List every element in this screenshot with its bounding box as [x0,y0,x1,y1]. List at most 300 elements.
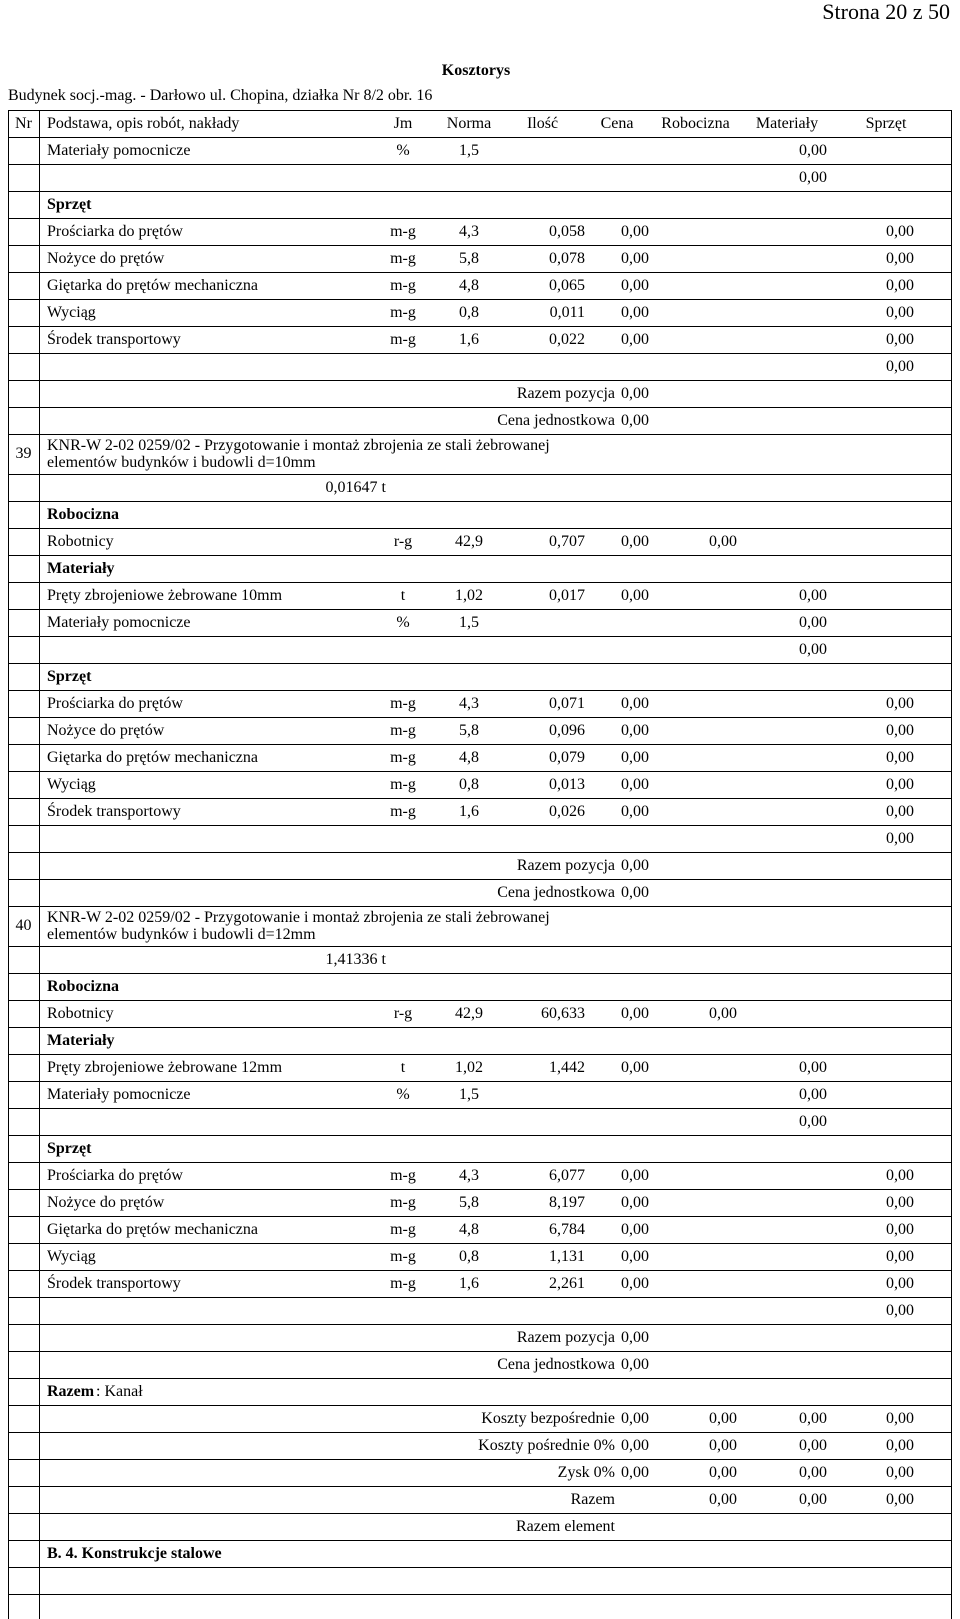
row-divider [8,1486,952,1487]
table-row [8,663,952,690]
table-row [8,582,952,609]
unit-cell: m-g [390,803,416,820]
table-row [8,744,952,771]
section-heading: Sprzęt [47,668,92,685]
row-divider [8,1405,952,1406]
norma-cell: 0,8 [459,776,479,793]
position-description: elementów budynków i budowli d=10mm [47,454,316,471]
equipment-cost-cell: 0,00 [886,722,914,739]
equipment-cost-cell: 0,00 [886,776,914,793]
position-row [8,434,952,474]
section-heading: Robocizna [47,506,119,523]
norma-cell: 4,8 [459,1221,479,1238]
table-row [8,1081,952,1108]
item-description: Prościarka do prętów [47,223,183,240]
price-cell: 0,00 [621,857,649,874]
table-row [8,1108,952,1135]
price-cell: 0,00 [621,776,649,793]
quantity-cell: 0,096 [549,722,585,739]
norma-cell: 4,8 [459,749,479,766]
row-divider [8,191,952,192]
norma-cell: 1,5 [459,614,479,631]
quantity-cell: 0,026 [549,803,585,820]
item-description: Nożyce do prętów [47,1194,165,1211]
section-heading: B. 4. Konstrukcje stalowe [47,1545,222,1562]
section-heading: Materiały [47,560,115,577]
item-description: Prościarka do prętów [47,1167,183,1184]
equipment-cost-cell: 0,00 [886,749,914,766]
summary-label: Cena jednostkowa [497,412,615,429]
norma-cell: 42,9 [455,533,483,550]
row-divider [8,326,952,327]
unit-cell: m-g [390,776,416,793]
row-divider [8,1027,952,1028]
position-description: KNR-W 2-02 0259/02 - Przygotowanie i montaż zbrojenia ze stali żebrowanej [47,909,550,926]
row-divider [8,407,952,408]
unit-cell: m-g [390,1221,416,1238]
price-cell: 0,00 [621,1248,649,1265]
row-divider [8,1108,952,1109]
unit-cell: m-g [390,250,416,267]
price-cell: 0,00 [621,412,649,429]
table-row [8,825,952,852]
table-row [8,528,952,555]
table-row [8,798,952,825]
table-row [8,1378,952,1405]
labor-cost-cell: 0,00 [709,1491,737,1508]
unit-cell: m-g [390,223,416,240]
equipment-cost-cell: 0,00 [886,1302,914,1319]
norma-cell: 4,3 [459,223,479,240]
price-cell: 0,00 [621,1329,649,1346]
quantity-cell: 0,078 [549,250,585,267]
material-cost-cell: 0,00 [799,1437,827,1454]
row-divider [8,973,952,974]
equipment-cost-cell: 0,00 [886,1221,914,1238]
page-number: Strona 20 z 50 [822,0,950,24]
material-cost-cell: 0,00 [799,587,827,604]
quantity-cell: 6,784 [549,1221,585,1238]
labor-cost-cell: 0,00 [709,1410,737,1427]
section-heading: Sprzęt [47,196,92,213]
row-divider [8,1324,952,1325]
table-row [8,299,952,326]
summary-heading-name: : Kanał [96,1383,143,1400]
quantity-cell: 0,707 [549,533,585,550]
price-cell: 0,00 [621,1059,649,1076]
table-row [8,380,952,407]
document-subtitle: Budynek socj.-mag. - Darłowo ul. Chopina, działka Nr 8/2 obr. 16 [8,87,433,104]
table-row [8,1000,952,1027]
price-cell: 0,00 [621,722,649,739]
item-description: Giętarka do prętów mechaniczna [47,277,259,294]
labor-cost-cell: 0,00 [709,533,737,550]
quantity-cell: 0,058 [549,223,585,240]
item-description: Materiały pomocnicze [47,1086,191,1103]
row-divider [8,1540,952,1541]
header-podstawa: Podstawa, opis robót, nakłady [47,115,240,132]
row-divider [8,501,952,502]
equipment-cost-cell: 0,00 [886,304,914,321]
row-divider [8,717,952,718]
table-row [8,272,952,299]
equipment-cost-cell: 0,00 [886,331,914,348]
row-divider [8,137,952,138]
item-description: Robotnicy [47,1005,114,1022]
unit-cell: m-g [390,749,416,766]
item-description: Materiały pomocnicze [47,142,191,159]
item-description: Środek transportowy [47,331,181,348]
table-row [8,771,952,798]
norma-cell: 5,8 [459,250,479,267]
header-nr: Nr [15,115,32,132]
price-cell: 0,00 [621,331,649,348]
row-divider [8,852,952,853]
row-divider [8,946,952,947]
norma-cell: 0,8 [459,304,479,321]
quantity-cell: 60,633 [541,1005,585,1022]
item-description: Wyciąg [47,776,96,793]
price-cell: 0,00 [621,1167,649,1184]
labor-cost-cell: 0,00 [709,1464,737,1481]
row-divider [8,555,952,556]
table-row [8,636,952,663]
unit-cell: m-g [390,722,416,739]
table-row [8,1405,952,1432]
item-description: Prościarka do prętów [47,695,183,712]
price-cell: 0,00 [621,1356,649,1373]
unit-cell: m-g [390,304,416,321]
norma-cell: 1,6 [459,1275,479,1292]
price-cell: 0,00 [621,803,649,820]
equipment-cost-cell: 0,00 [886,1167,914,1184]
row-divider [8,1567,952,1568]
table-row [8,501,952,528]
price-cell: 0,00 [621,695,649,712]
table-row [8,1540,952,1567]
position-quantity: 1,41336 t [325,951,386,968]
summary-label: Razem element [515,1518,615,1535]
row-divider [8,1432,952,1433]
price-cell: 0,00 [621,1464,649,1481]
column-divider [8,110,9,1619]
summary-label: Cena jednostkowa [497,1356,615,1373]
row-divider [8,1081,952,1082]
equipment-cost-cell: 0,00 [886,223,914,240]
table-row [8,137,952,164]
summary-label: Razem pozycja [516,385,615,402]
row-divider [8,1000,952,1001]
material-cost-cell: 0,00 [799,1086,827,1103]
quantity-cell: 0,065 [549,277,585,294]
material-cost-cell: 0,00 [799,1113,827,1130]
norma-cell: 4,3 [459,1167,479,1184]
row-divider [8,879,952,880]
row-divider [8,1162,952,1163]
position-description: KNR-W 2-02 0259/02 - Przygotowanie i montaż zbrojenia ze stali żebrowanej [47,437,550,454]
unit-cell: r-g [393,1005,413,1022]
header-jm: Jm [393,115,413,132]
row-divider [8,380,952,381]
unit-cell: m-g [390,1248,416,1265]
row-divider [8,218,952,219]
equipment-cost-cell: 0,00 [886,1410,914,1427]
position-row [8,906,952,946]
price-cell: 0,00 [621,223,649,240]
position-quantity: 0,01647 t [325,479,386,496]
row-divider [8,110,952,111]
price-cell: 0,00 [621,1005,649,1022]
item-description: Robotnicy [47,533,114,550]
quantity-cell: 8,197 [549,1194,585,1211]
price-cell: 0,00 [621,1275,649,1292]
table-row [8,1270,952,1297]
row-divider [8,528,952,529]
column-divider [39,110,40,1619]
norma-cell: 1,5 [459,142,479,159]
row-divider [8,771,952,772]
table-row [8,1135,952,1162]
table-row [8,946,952,973]
table-row [8,555,952,582]
quantity-cell: 0,013 [549,776,585,793]
equipment-cost-cell: 0,00 [886,358,914,375]
material-cost-cell: 0,00 [799,1491,827,1508]
row-divider [8,1243,952,1244]
item-description: Materiały pomocnicze [47,614,191,631]
row-divider [8,582,952,583]
row-divider [8,164,952,165]
norma-cell: 1,6 [459,331,479,348]
labor-cost-cell: 0,00 [709,1005,737,1022]
table-row [8,326,952,353]
row-divider [8,353,952,354]
norma-cell: 1,02 [455,1059,483,1076]
quantity-cell: 6,077 [549,1167,585,1184]
item-description: Wyciąg [47,1248,96,1265]
material-cost-cell: 0,00 [799,1464,827,1481]
price-cell: 0,00 [621,1194,649,1211]
norma-cell: 1,6 [459,803,479,820]
material-cost-cell: 0,00 [799,169,827,186]
section-heading: Robocizna [47,978,119,995]
price-cell: 0,00 [621,304,649,321]
material-cost-cell: 0,00 [799,1410,827,1427]
summary-label: Razem pozycja [516,857,615,874]
unit-cell: m-g [390,1194,416,1211]
table-row [8,1054,952,1081]
table-row [8,690,952,717]
unit-cell: % [396,1086,410,1103]
quantity-cell: 2,261 [549,1275,585,1292]
header-norma: Norma [446,115,492,132]
row-divider [8,1378,952,1379]
row-divider [8,434,952,435]
table-row [8,218,952,245]
row-divider [8,906,952,907]
equipment-cost-cell: 0,00 [886,277,914,294]
row-divider [8,690,952,691]
quantity-cell: 1,442 [549,1059,585,1076]
equipment-cost-cell: 0,00 [886,250,914,267]
row-divider [8,1135,952,1136]
norma-cell: 5,8 [459,722,479,739]
unit-cell: m-g [390,1167,416,1184]
summary-label: Razem [570,1491,615,1508]
price-cell: 0,00 [621,1437,649,1454]
equipment-cost-cell: 0,00 [886,1491,914,1508]
item-description: Środek transportowy [47,1275,181,1292]
row-divider [8,825,952,826]
table-row [8,1243,952,1270]
row-divider [8,1513,952,1514]
quantity-cell: 0,022 [549,331,585,348]
table-row [8,245,952,272]
quantity-cell: 0,011 [549,304,585,321]
position-number: 39 [15,445,32,462]
equipment-cost-cell: 0,00 [886,830,914,847]
equipment-cost-cell: 0,00 [886,803,914,820]
quantity-cell: 0,079 [549,749,585,766]
item-description: Nożyce do prętów [47,250,165,267]
item-description: Nożyce do prętów [47,722,165,739]
norma-cell: 42,9 [455,1005,483,1022]
row-divider [8,636,952,637]
price-cell: 0,00 [621,884,649,901]
table-row [8,1324,952,1351]
table-row [8,879,952,906]
material-cost-cell: 0,00 [799,142,827,159]
row-divider [8,474,952,475]
summary-label: Koszty bezpośrednie [481,1410,615,1427]
price-cell: 0,00 [621,1221,649,1238]
equipment-cost-cell: 0,00 [886,1275,914,1292]
header-ilosc: Ilość [526,115,559,132]
price-cell: 0,00 [621,277,649,294]
table-row [8,1351,952,1378]
unit-cell: t [400,587,406,604]
row-divider [8,299,952,300]
price-cell: 0,00 [621,385,649,402]
section-heading: Materiały [47,1032,115,1049]
row-divider [8,798,952,799]
norma-cell: 4,8 [459,277,479,294]
price-cell: 0,00 [621,587,649,604]
position-number: 40 [15,917,32,934]
row-divider [8,1459,952,1460]
table-row [8,1486,952,1513]
table-row [8,1297,952,1324]
summary-label: Zysk 0% [557,1464,615,1481]
cost-estimate-table [8,110,952,1619]
table-row [8,474,952,501]
table-row [8,1189,952,1216]
document-title: Kosztorys [441,62,511,79]
item-description: Pręty zbrojeniowe żebrowane 12mm [47,1059,283,1076]
unit-cell: m-g [390,1275,416,1292]
item-description: Środek transportowy [47,803,181,820]
summary-label: Cena jednostkowa [497,884,615,901]
quantity-cell: 0,071 [549,695,585,712]
unit-cell: m-g [390,695,416,712]
material-cost-cell: 0,00 [799,1059,827,1076]
column-divider [951,110,952,1619]
unit-cell: m-g [390,331,416,348]
equipment-cost-cell: 0,00 [886,1248,914,1265]
row-divider [8,1351,952,1352]
row-divider [8,609,952,610]
price-cell: 0,00 [621,1410,649,1427]
norma-cell: 1,02 [455,587,483,604]
table-row [8,973,952,1000]
summary-label: Razem pozycja [516,1329,615,1346]
table-row [8,1162,952,1189]
header-cena: Cena [600,115,634,132]
table-row [8,1027,952,1054]
section-heading: Sprzęt [47,1140,92,1157]
summary-label: Koszty pośrednie 0% [478,1437,615,1454]
table-row [8,1432,952,1459]
item-description: Giętarka do prętów mechaniczna [47,1221,259,1238]
norma-cell: 1,5 [459,1086,479,1103]
header-sprzet: Sprzęt [865,115,907,132]
table-row [8,717,952,744]
item-description: Wyciąg [47,304,96,321]
table-row [8,191,952,218]
norma-cell: 0,8 [459,1248,479,1265]
item-description: Pręty zbrojeniowe żebrowane 10mm [47,587,283,604]
row-divider [8,744,952,745]
quantity-cell: 0,017 [549,587,585,604]
unit-cell: r-g [393,533,413,550]
unit-cell: m-g [390,277,416,294]
header-robocizna: Robocizna [661,115,730,132]
equipment-cost-cell: 0,00 [886,1464,914,1481]
table-row [8,1567,952,1594]
item-description: Giętarka do prętów mechaniczna [47,749,259,766]
row-divider [8,1297,952,1298]
price-cell: 0,00 [621,533,649,550]
unit-cell: % [396,614,410,631]
row-divider [8,1270,952,1271]
norma-cell: 5,8 [459,1194,479,1211]
position-description: elementów budynków i budowli d=12mm [47,926,316,943]
row-divider [8,1189,952,1190]
row-divider [8,663,952,664]
table-row [8,609,952,636]
price-cell: 0,00 [621,749,649,766]
summary-heading: Razem [47,1383,95,1400]
row-divider [8,1216,952,1217]
header-materialy: Materiały [755,115,819,132]
labor-cost-cell: 0,00 [709,1437,737,1454]
table-row [8,852,952,879]
norma-cell: 4,3 [459,695,479,712]
table-row [8,164,952,191]
material-cost-cell: 0,00 [799,614,827,631]
row-divider [8,272,952,273]
price-cell: 0,00 [621,250,649,267]
table-row [8,1459,952,1486]
table-row [8,353,952,380]
material-cost-cell: 0,00 [799,641,827,658]
equipment-cost-cell: 0,00 [886,1437,914,1454]
unit-cell: % [396,142,410,159]
table-row [8,1513,952,1540]
row-divider [8,1594,952,1595]
row-divider [8,1054,952,1055]
equipment-cost-cell: 0,00 [886,1194,914,1211]
